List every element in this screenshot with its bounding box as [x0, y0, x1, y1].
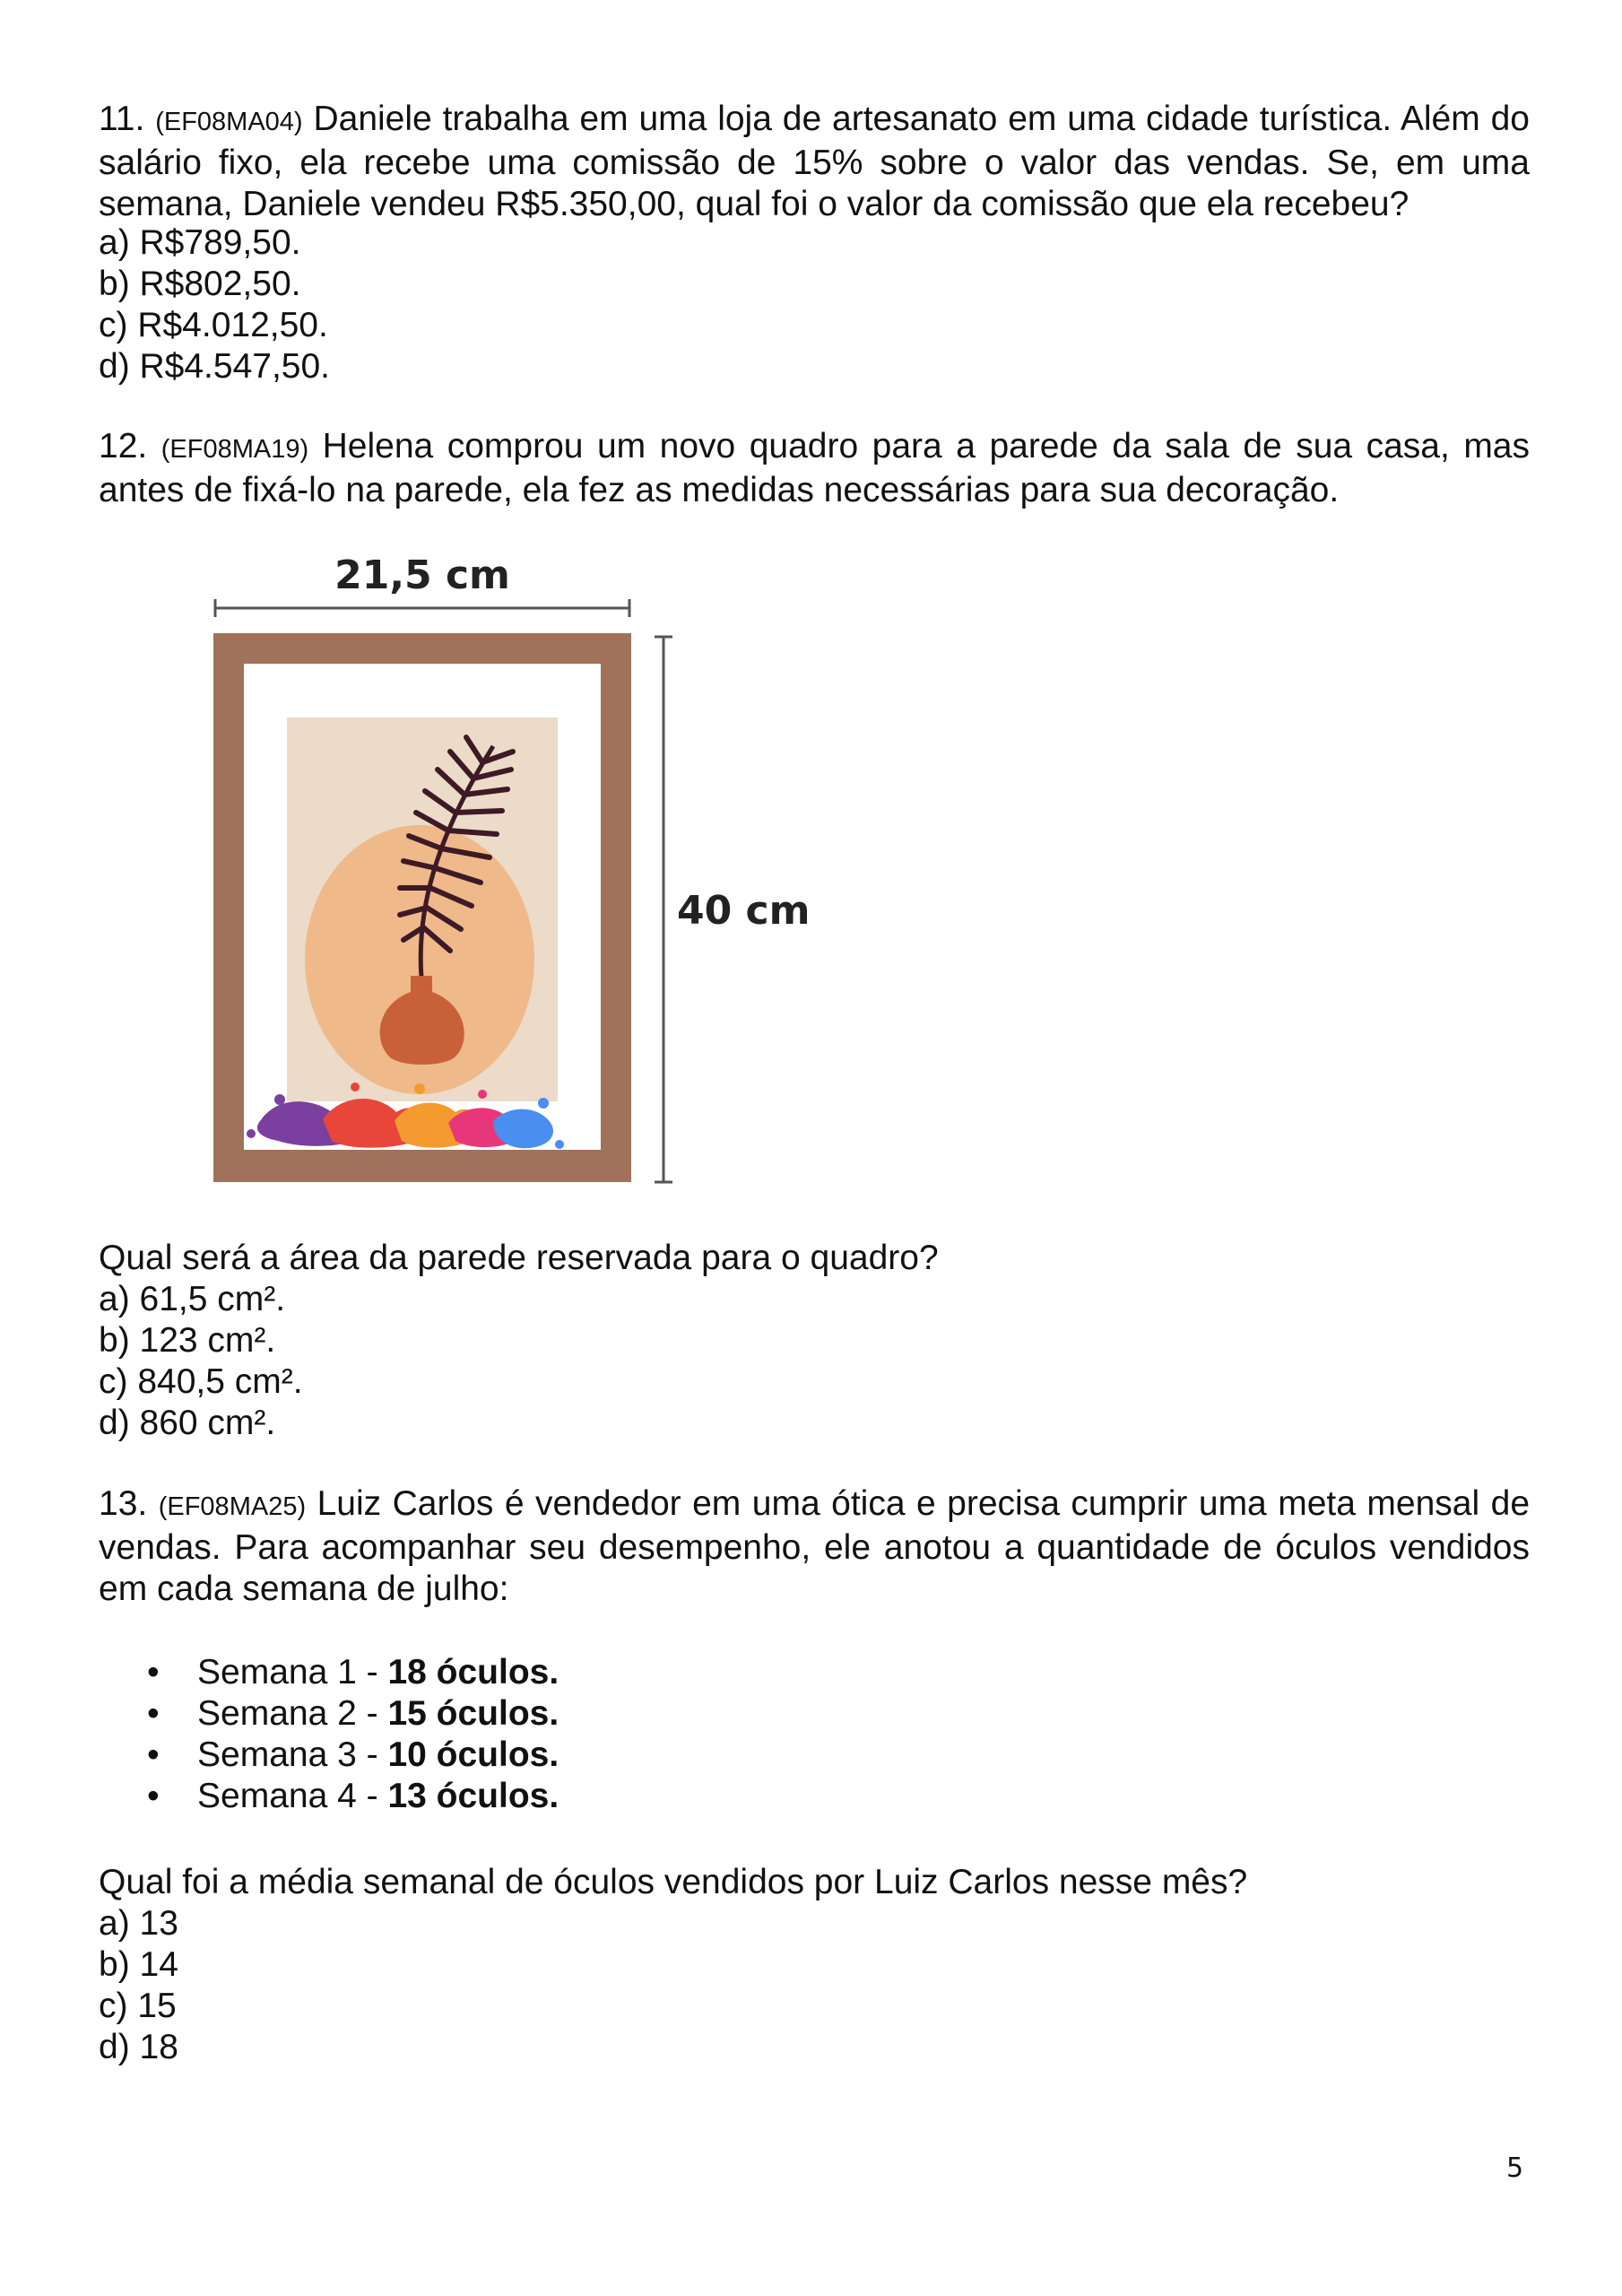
- question-13-option-d: d) 18: [99, 2028, 178, 2066]
- question-13-statement: Luiz Carlos é vendedor em uma ótica e precisa cumprir uma meta mensal de vendas. Para acompanhar seu desempenho, ele anotou a quantidade de óculos vendidos em cada semana de julho:: [99, 1484, 1531, 1608]
- week-value: 10 óculos.: [387, 1735, 559, 1774]
- question-12-text: [99, 426, 1530, 511]
- list-item: • Semana 1 - 18 óculos.: [147, 1653, 559, 1692]
- week-value: 13 óculos.: [387, 1777, 559, 1815]
- question-11-text: [99, 99, 1530, 225]
- list-item: • Semana 4 - 13 óculos.: [147, 1777, 559, 1815]
- week-label: Semana 1 -: [197, 1653, 378, 1692]
- week-label: Semana 3 -: [197, 1735, 378, 1774]
- question-13-code: (EF08MA25): [158, 1492, 307, 1521]
- week-value: 18 óculos.: [387, 1653, 559, 1692]
- question-13-number: 13.: [99, 1484, 148, 1523]
- height-label: 40 cm: [677, 888, 811, 934]
- width-label: 21,5 cm: [334, 552, 510, 598]
- weekly-sales-list: [143, 1652, 559, 1817]
- week-label: Semana 4 -: [197, 1777, 378, 1815]
- question-13-text: [99, 1483, 1530, 1610]
- question-11-options: [99, 222, 330, 387]
- question-12-option-c: c) 840,5 cm².: [99, 1362, 303, 1401]
- question-11-option-c: c) R$4.012,50.: [99, 306, 328, 344]
- question-12-option-a: a) 61,5 cm².: [99, 1280, 286, 1318]
- question-11-code: (EF08MA04): [155, 108, 303, 136]
- question-11-statement: Daniele trabalha em uma loja de artesanato em uma cidade turística. Além do salário fixo, ela recebe uma comissão de 15% sobre o valor das vendas. Se, em uma semana, Daniele vendeu R$5.350,00, qual foi o valor da comissão que ela recebeu?: [99, 100, 1530, 223]
- question-11-option-d: d) R$4.547,50.: [99, 347, 331, 386]
- question-13-option-a: a) 13: [99, 1904, 178, 1943]
- question-13-question: Qual foi a média semanal de óculos vendidos por Luiz Carlos nesse mês?: [99, 1863, 1248, 1901]
- page-number: 5: [1506, 2152, 1524, 2184]
- list-item: • Semana 2 - 15 óculos.: [147, 1694, 559, 1733]
- question-12-option-d: d) 860 cm².: [99, 1404, 276, 1442]
- question-12-option-b: b) 123 cm².: [99, 1321, 276, 1360]
- list-item: • Semana 3 - 10 óculos.: [147, 1735, 559, 1774]
- week-value: 15 óculos.: [387, 1694, 559, 1733]
- question-11-option-a: a) R$789,50.: [99, 223, 301, 262]
- picture-frame-illustration: [197, 538, 843, 1202]
- question-12-statement: Helena comprou um novo quadro para a parede da sala de sua casa, mas antes de fixá-lo na parede, ela fez as medidas necessárias para sua decoração.: [99, 427, 1530, 509]
- question-11-option-b: b) R$802,50.: [99, 265, 301, 303]
- question-13-options: [99, 1903, 178, 2068]
- question-12-code: (EF08MA19): [160, 435, 309, 464]
- picture-frame-figure: [197, 538, 843, 1202]
- question-13-option-c: c) 15: [99, 1987, 177, 2025]
- question-12-number: 12.: [99, 427, 148, 465]
- question-12-question: Qual será a área da parede reservada para o quadro?: [99, 1239, 939, 1277]
- week-label: Semana 2 -: [197, 1694, 378, 1733]
- question-11-number: 11.: [99, 100, 145, 138]
- question-12-options: [99, 1279, 303, 1444]
- question-13-option-b: b) 14: [99, 1945, 178, 1984]
